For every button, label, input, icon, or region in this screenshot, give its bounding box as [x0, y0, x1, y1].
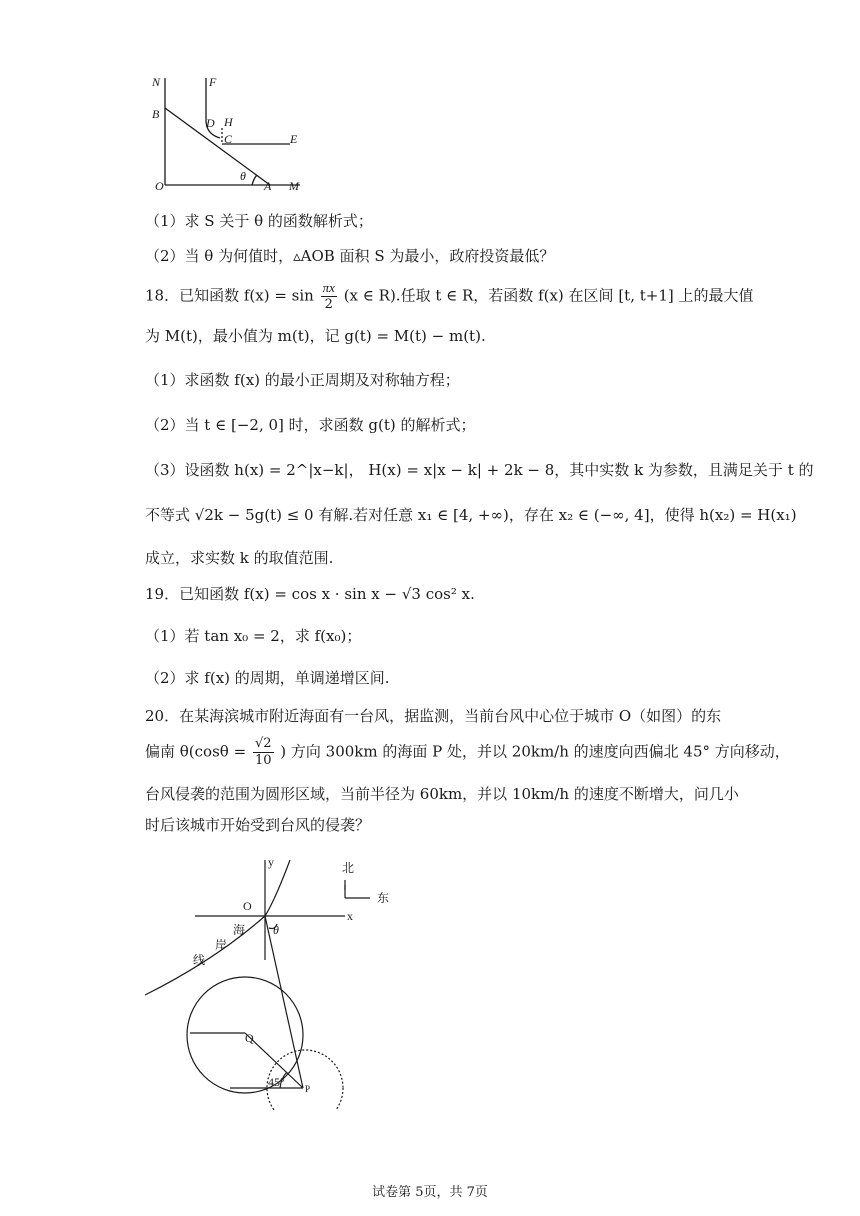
q18-frac-num: πx	[322, 280, 335, 295]
label-N: N	[152, 75, 161, 89]
q20-line2	[145, 736, 790, 769]
figure-road-diagram	[140, 70, 320, 200]
q18-intro-c: 为 M(t)，最小值为 m(t)，记 g(t) = M(t) − m(t).	[145, 327, 486, 345]
q17-part1: （1）求 S 关于 θ 的函数解析式；	[145, 212, 373, 230]
label-x: x	[347, 909, 353, 923]
q19-part2: （2）求 f(x) 的周期，单调递增区间.	[145, 669, 390, 687]
q20-line3: 台风侵袭的范围为圆形区域，当前半径为 60km，并以 10km/h 的速度不断增大，问几小	[145, 785, 739, 803]
label-theta: θ	[273, 923, 279, 937]
q19-intro: 19．已知函数 f(x) = cos x · sin x − √3 cos² x.	[145, 585, 475, 603]
q18-part2: （2）当 t ∈ [−2, 0] 时，求函数 g(t) 的解析式；	[145, 416, 476, 434]
label-C: C	[224, 132, 233, 146]
label-E: E	[290, 132, 298, 146]
label-north: 北	[342, 861, 355, 875]
q20-fraction	[253, 736, 274, 769]
label-A: A	[264, 179, 272, 193]
q20-line4: 时后该城市开始受到台风的侵袭？	[145, 816, 371, 834]
label-B: B	[152, 107, 160, 121]
label-an: 岸	[215, 938, 228, 952]
label-xian: 线	[193, 953, 206, 967]
label-H: H	[224, 115, 233, 129]
q20-line2-a: 偏南 θ(cosθ =	[145, 742, 247, 761]
label-y: y	[268, 855, 274, 869]
label-angle: 45°	[268, 1075, 285, 1089]
q20-line1: 20．在某海滨城市附近海面有一台风，据监测，当前台风中心位于城市 O（如图）的东	[145, 707, 722, 725]
label-M: M	[289, 179, 299, 193]
label-D: D	[206, 116, 215, 130]
q18-part3-b: 不等式 √2k − 5g(t) ≤ 0 有解.若对任意 x₁ ∈ [4, +∞)，存在 x₂ ∈ (−∞, 4]，使得 h(x₂) = H(x₁)	[145, 506, 797, 524]
q18-intro-b: (x ∈ R).任取 t ∈ R，若函数 f(x) 在区间 [t, t+1] 上的最大值	[343, 286, 754, 305]
q20-line2-b: ) 方向 300km 的海面 P 处，并以 20km/h 的速度向西偏北 45° 方向移动，	[280, 742, 790, 761]
q17-part2: （2）当 θ 为何值时，▵AOB 面积 S 为最小，政府投资最低？	[145, 247, 555, 265]
label-theta: θ	[240, 169, 246, 183]
q20-frac-num: √2	[254, 736, 272, 751]
label-Q: Q	[245, 1031, 254, 1045]
q19-part1: （1）若 tan x₀ = 2，求 f(x₀)；	[145, 627, 362, 645]
q18-part3-c: 成立，求实数 k 的取值范围.	[145, 549, 334, 567]
q18-fraction	[321, 280, 337, 313]
q18-frac-den: 2	[324, 297, 333, 312]
label-east: 东	[377, 891, 390, 905]
label-hai: 海	[233, 923, 246, 937]
label-P: P	[305, 1084, 311, 1094]
q18-intro-a: 18．已知函数 f(x) = sin	[145, 286, 314, 305]
page-footer: 试卷第 5页，共 7页	[372, 1185, 488, 1200]
q18-part1: （1）求函数 f(x) 的最小正周期及对称轴方程；	[145, 371, 460, 389]
q20-frac-den: 10	[254, 753, 272, 768]
label-O: O	[243, 899, 252, 913]
figure-typhoon-diagram	[145, 850, 425, 1110]
q18-part3-a: （3）设函数 h(x) = 2^|x−k|， H(x) = x|x − k| + 2k − 8，其中实数 k 为参数，且满足关于 t 的	[145, 461, 814, 479]
q18-intro	[145, 280, 754, 313]
label-F: F	[209, 75, 217, 89]
label-O: O	[155, 179, 164, 193]
